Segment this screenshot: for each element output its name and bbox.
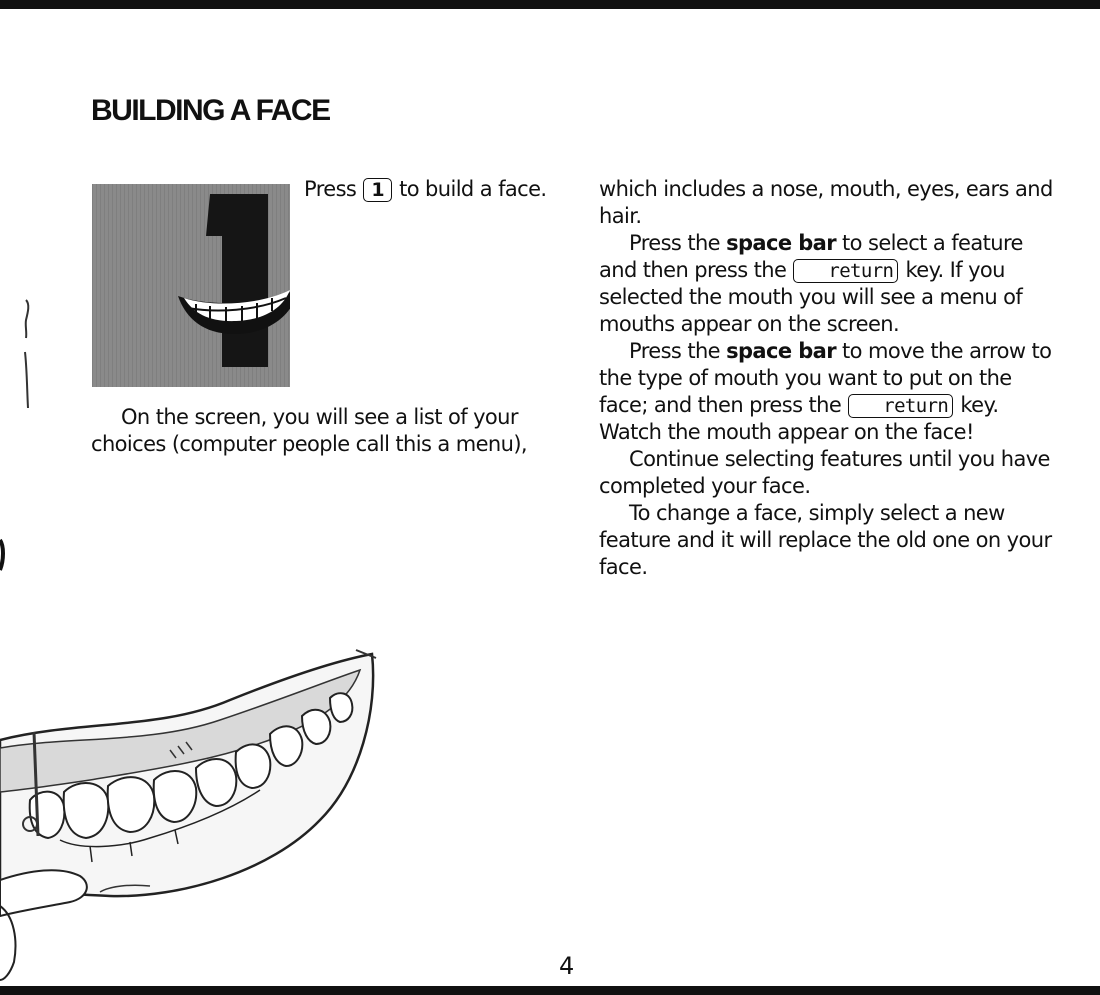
menu-line-2: choices (computer people call this a menu), <box>91 432 527 456</box>
top-border <box>0 0 1100 9</box>
text-span: to select a feature and then press the <box>599 231 1023 282</box>
page-number: 4 <box>559 952 575 980</box>
paragraph-change-face: To change a face, simply select a new feature and it will replace the old one on your face. <box>599 501 1052 579</box>
text-span: Press the <box>629 231 721 255</box>
menu-explanation <box>91 404 551 458</box>
return-keycap: return <box>793 259 898 283</box>
right-column-text <box>599 176 1059 581</box>
text-span: key. If you selected the mouth you will see a menu of mouths appear on the screen. <box>599 258 1023 336</box>
margin-stitch-marks <box>0 290 40 600</box>
paragraph-features: which includes a nose, mouth, eyes, ears and hair. <box>599 177 1053 228</box>
paragraph-move-arrow <box>599 338 1059 446</box>
press-label: Press <box>304 177 357 201</box>
text-span: Press the <box>629 339 721 363</box>
space-bar-label: space bar <box>726 231 836 255</box>
press-instruction <box>304 176 546 203</box>
page-heading: BUILDING A FACE <box>91 94 330 127</box>
big-smile-illustration <box>0 640 390 986</box>
text-span: key. Watch the mouth appear on the face! <box>599 393 999 444</box>
paragraph-continue: Continue selecting features until you have completed your face. <box>599 447 1050 498</box>
menu-line-1: On the screen, you will see a list of your <box>121 405 518 429</box>
press-after-text: to build a face. <box>399 177 547 201</box>
space-bar-label: space bar <box>726 339 836 363</box>
paragraph-select-feature <box>599 230 1059 338</box>
numeral-one-mouth-figure <box>92 184 290 387</box>
text-span: to move the arrow to the type of mouth you want to put on the face; and then press the <box>599 339 1052 417</box>
return-keycap: return <box>848 394 953 418</box>
key-1-keycap: 1 <box>363 178 392 202</box>
bottom-border <box>0 986 1100 995</box>
